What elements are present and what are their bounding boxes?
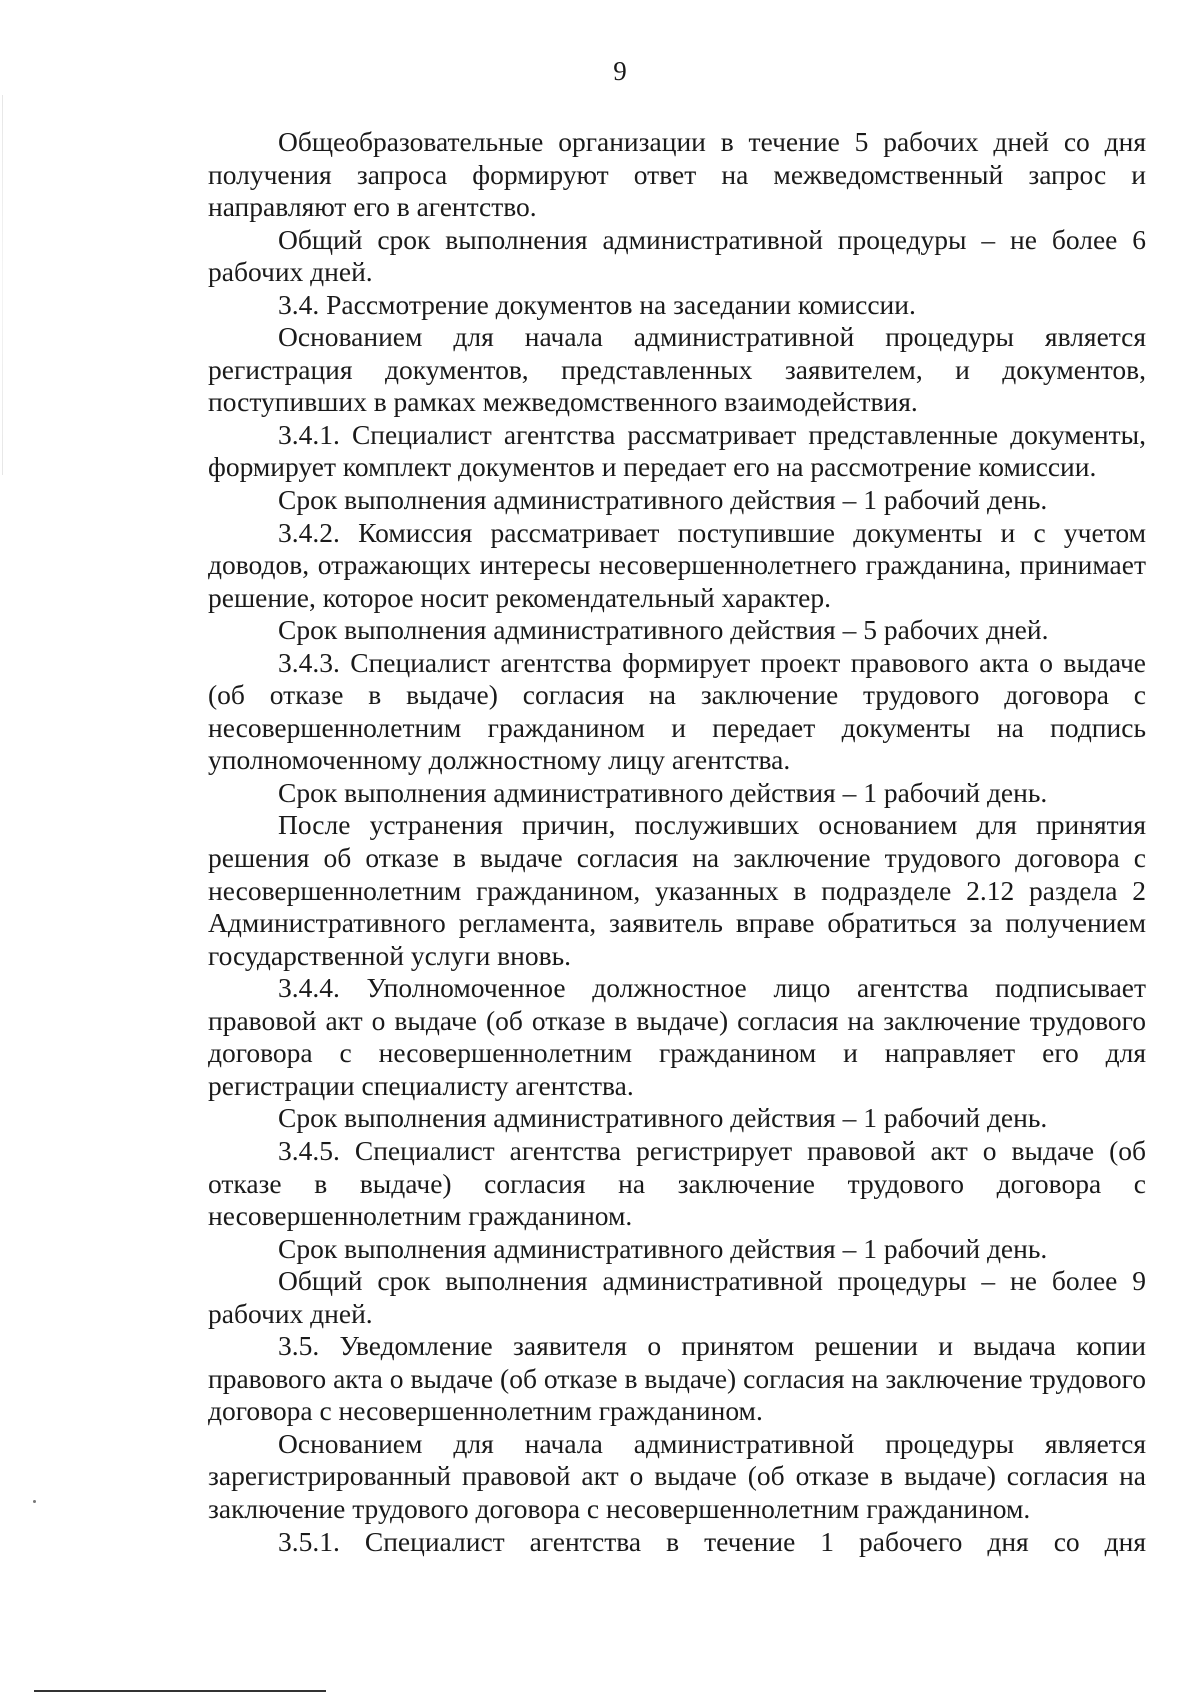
paragraph: 3.4.4. Уполномоченное должностное лицо агентства подписывает правовой акт о выдаче (об отказе в выдаче) согласия на заключение трудового договора с несовершеннолетним гражданином и направляет его для регистрации специалисту агентства. (208, 972, 1146, 1101)
paragraph: Общий срок выполнения административной процедуры – не более 6 рабочих дней. (208, 223, 1146, 288)
paragraph: Срок выполнения административного действия – 1 рабочий день. (278, 1232, 1048, 1264)
paragraph: Общий срок выполнения административной процедуры – не более 9 рабочих дней. (208, 1265, 1146, 1329)
section-heading: 3.4. Рассмотрение документов на заседании комиссии. (278, 288, 916, 320)
document-body (208, 126, 1146, 1558)
paragraph: Общеобразовательные организации в течение 5 рабочих дней со дня получения запроса формируют ответ на межведомственный запрос и направляют его в агентство. (208, 126, 1146, 223)
paragraph: После устранения причин, послуживших основанием для принятия решения об отказе в выдаче согласия на заключение трудового договора с несовершеннолетним гражданином, указанных в подразделе 2.12 раздела 2 Административного регламента, заявитель вправе обратиться за получением государственной услуги вновь. (208, 809, 1146, 971)
scan-speck (33, 1500, 36, 1503)
paragraph: 3.4.2. Комиссия рассматривает поступившие документы и с учетом доводов, отражающих интересы несовершеннолетнего гражданина, принимает решение, которое носит рекомендательный характер. (208, 516, 1146, 613)
paragraph: Основанием для начала административной процедуры является регистрация документов, представленных заявителем, и документов, поступивших в рамках межведомственного взаимодействия. (208, 321, 1146, 418)
paragraph: Срок выполнения административного действия – 5 рабочих дней. (278, 614, 1049, 646)
paragraph: Срок выполнения административного действия – 1 рабочий день. (278, 1102, 1048, 1134)
section-heading: 3.5. Уведомление заявителя о принятом решении и выдача копии правового акта о выдаче (об отказе в выдаче) согласия на заключение трудового договора с несовершеннолетним гражданином. (208, 1330, 1146, 1427)
paragraph: Основанием для начала административной процедуры является зарегистрированный правовой акт о выдаче (об отказе в выдаче) согласия на заключение трудового договора с несовершеннолетним гражданином. (208, 1427, 1146, 1524)
paragraph: 3.4.1. Специалист агентства рассматривает представленные документы, формирует комплект документов и передает его на рассмотрение комиссии. (208, 418, 1146, 483)
paragraph: Срок выполнения административного действия – 1 рабочий день. (278, 484, 1048, 516)
paragraph: 3.4.5. Специалист агентства регистрирует правовой акт о выдаче (об отказе в выдаче) согласия на заключение трудового договора с несовершеннолетним гражданином. (208, 1134, 1146, 1232)
paragraph: Срок выполнения административного действия – 1 рабочий день. (278, 776, 1048, 808)
paragraph: 3.5.1. Специалист агентства в течение 1 рабочего дня со дня (278, 1525, 1146, 1557)
footnote-rule (34, 1690, 326, 1692)
page-number: 9 (613, 56, 627, 86)
paragraph: 3.4.3. Специалист агентства формирует проект правового акта о выдаче (об отказе в выдаче) согласия на заключение трудового договора с несовершеннолетним гражданином и передает документы на подпись уполномоченному должностному лицу агентства. (208, 646, 1146, 776)
scan-edge-shadow (2, 95, 3, 475)
